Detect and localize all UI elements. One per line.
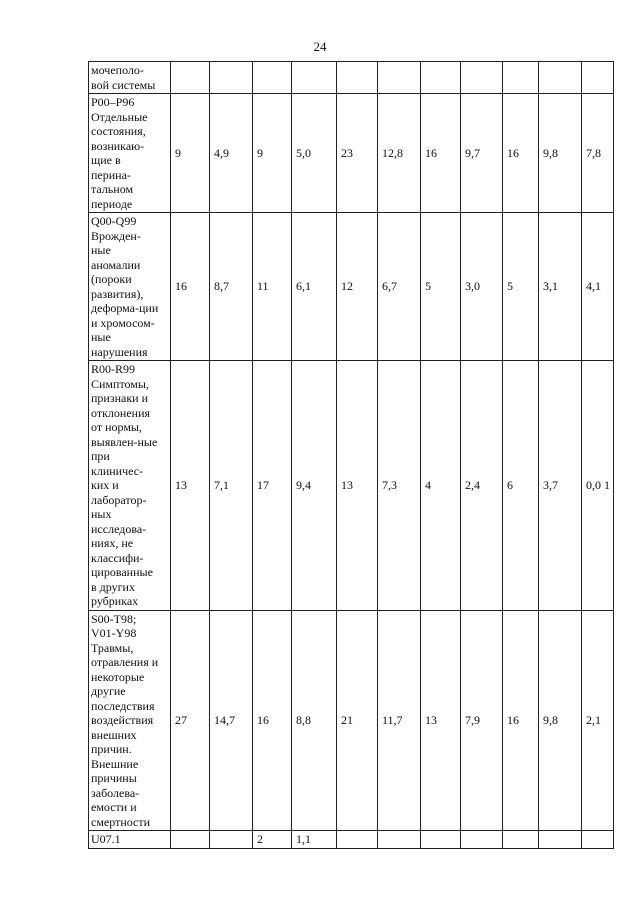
table-body <box>89 62 614 849</box>
row-label-line: P00–P96 <box>91 95 135 109</box>
row-label-line: клиничес- <box>91 463 144 478</box>
value-cell: 5 <box>503 213 539 361</box>
page-number: 24 <box>313 39 327 54</box>
value-cell <box>421 831 461 849</box>
row-label-line: последствия <box>91 698 155 713</box>
row-label-line: от нормы, <box>91 420 142 434</box>
row-label-line: аномалии <box>91 257 141 272</box>
value-cell: 13 <box>421 610 461 831</box>
row-label-line: Внешние <box>91 756 139 771</box>
row-label-line: (пороки <box>91 272 132 286</box>
value-cell <box>461 831 503 849</box>
row-label-cell <box>89 213 171 361</box>
row-label-line: развития), <box>91 286 144 301</box>
value-cell <box>210 831 253 849</box>
row-label-line: воздействия <box>91 713 154 727</box>
value-cell: 4,9 <box>210 94 253 213</box>
row-label-line: смертности <box>91 814 151 829</box>
row-label-line: возникаю- <box>91 138 145 153</box>
row-label-line: щие в <box>91 153 121 167</box>
value-cell <box>539 62 582 94</box>
row-label-line: цированные <box>91 565 153 579</box>
row-label-line: рубриках <box>91 594 139 608</box>
value-cell <box>539 831 582 849</box>
row-label-line: Травмы, <box>91 640 134 655</box>
table-row <box>89 213 614 361</box>
row-label-line: причины <box>91 771 137 785</box>
value-cell <box>210 62 253 94</box>
value-cell: 2,1 <box>582 610 614 831</box>
row-label-line: емости и <box>91 800 137 814</box>
value-cell: 9 <box>253 94 292 213</box>
value-cell: 6 <box>503 361 539 611</box>
row-label-cell <box>89 94 171 213</box>
value-cell: 7,9 <box>461 610 503 831</box>
value-cell: 3,7 <box>539 361 582 611</box>
row-label-line: некоторые <box>91 669 145 684</box>
value-cell: 8,8 <box>292 610 337 831</box>
row-label-line: причин. <box>91 742 132 756</box>
value-cell: 21 <box>337 610 378 831</box>
row-label-line: Врожден- <box>91 228 141 243</box>
value-cell: 9,4 <box>292 361 337 611</box>
value-cell: 2,4 <box>461 361 503 611</box>
value-cell: 5 <box>421 213 461 361</box>
row-label-line: ных <box>91 507 112 521</box>
row-label-line: U07.1 <box>91 832 121 846</box>
value-cell <box>292 62 337 94</box>
value-cell: 8,7 <box>210 213 253 361</box>
morbidity-table <box>88 61 614 849</box>
value-cell: 16 <box>171 213 210 361</box>
row-label-line: заболева- <box>91 785 140 800</box>
value-cell: 13 <box>171 361 210 611</box>
value-cell <box>171 831 210 849</box>
row-label-line: тальном <box>91 182 134 196</box>
value-cell <box>253 62 292 94</box>
value-cell: 7,1 <box>210 361 253 611</box>
row-label-cell <box>89 831 171 849</box>
value-cell <box>337 831 378 849</box>
row-label-line: выявлен-ные <box>91 434 158 449</box>
row-label-line: внешних <box>91 727 137 742</box>
value-cell <box>582 831 614 849</box>
value-cell: 11 <box>253 213 292 361</box>
row-label-cell <box>89 361 171 611</box>
row-label-line: состояния, <box>91 124 146 138</box>
value-cell <box>378 831 421 849</box>
value-cell: 12,8 <box>378 94 421 213</box>
row-label-line: мочеполо- <box>91 63 144 77</box>
row-label-cell <box>89 62 171 94</box>
row-label-line: ких и <box>91 478 119 492</box>
row-label-line: классифи- <box>91 550 144 565</box>
row-label-line: V01-Y98 <box>91 626 137 640</box>
value-cell <box>503 831 539 849</box>
row-label-line: отклонения <box>91 405 151 420</box>
value-cell: 4 <box>421 361 461 611</box>
value-cell: 9,7 <box>461 94 503 213</box>
row-label-line: Отдельные <box>91 109 148 124</box>
value-cell: 6,7 <box>378 213 421 361</box>
row-label-line: вой системы <box>91 77 156 92</box>
value-cell: 3,1 <box>539 213 582 361</box>
value-cell: 16 <box>503 94 539 213</box>
value-cell: 9,8 <box>539 610 582 831</box>
value-cell: 11,7 <box>378 610 421 831</box>
value-cell <box>461 62 503 94</box>
value-cell: 7,8 <box>582 94 614 213</box>
value-cell: 13 <box>337 361 378 611</box>
row-label-line: исследова- <box>91 521 147 536</box>
row-label-line: признаки и <box>91 391 149 405</box>
table-row <box>89 94 614 213</box>
value-cell: 17 <box>253 361 292 611</box>
row-label-line: и хромосом- <box>91 315 155 330</box>
value-cell: 4,1 <box>582 213 614 361</box>
row-label-line: другие <box>91 684 126 698</box>
value-cell <box>582 62 614 94</box>
value-cell: 2 <box>253 831 292 849</box>
value-cell: 0,0 1 <box>582 361 614 611</box>
row-label-line: лаборатор- <box>91 492 147 507</box>
value-cell: 1,1 <box>292 831 337 849</box>
value-cell: 16 <box>253 610 292 831</box>
row-label-line: перина- <box>91 167 131 182</box>
value-cell <box>503 62 539 94</box>
row-label-line: R00-R99 <box>91 362 136 376</box>
value-cell <box>171 62 210 94</box>
row-label-line: ниях, не <box>91 536 134 550</box>
value-cell <box>378 62 421 94</box>
value-cell: 3,0 <box>461 213 503 361</box>
value-cell: 5,0 <box>292 94 337 213</box>
table-row <box>89 831 614 849</box>
row-label-line: S00-T98; <box>91 611 137 626</box>
value-cell <box>337 62 378 94</box>
value-cell: 23 <box>337 94 378 213</box>
value-cell: 12 <box>337 213 378 361</box>
value-cell: 14,7 <box>210 610 253 831</box>
value-cell: 27 <box>171 610 210 831</box>
row-label-line: Q00-Q99 <box>91 214 137 228</box>
row-label-line: Симптомы, <box>91 376 149 391</box>
value-cell: 6,1 <box>292 213 337 361</box>
row-label-line: периоде <box>91 196 133 211</box>
row-label-line: ные <box>91 330 111 344</box>
value-cell <box>421 62 461 94</box>
value-cell: 16 <box>503 610 539 831</box>
row-label-line: ные <box>91 243 111 257</box>
table-row <box>89 361 614 611</box>
value-cell: 7,3 <box>378 361 421 611</box>
row-label-line: деформа-ции <box>91 301 159 315</box>
row-label-line: отравления и <box>91 655 159 669</box>
row-label-line: при <box>91 449 110 463</box>
row-label-line: нарушения <box>91 344 148 359</box>
value-cell: 16 <box>421 94 461 213</box>
value-cell: 9 <box>171 94 210 213</box>
row-label-line: в других <box>91 579 135 594</box>
value-cell: 9,8 <box>539 94 582 213</box>
row-label-cell <box>89 610 171 831</box>
table-row <box>89 610 614 831</box>
table-row <box>89 62 614 94</box>
